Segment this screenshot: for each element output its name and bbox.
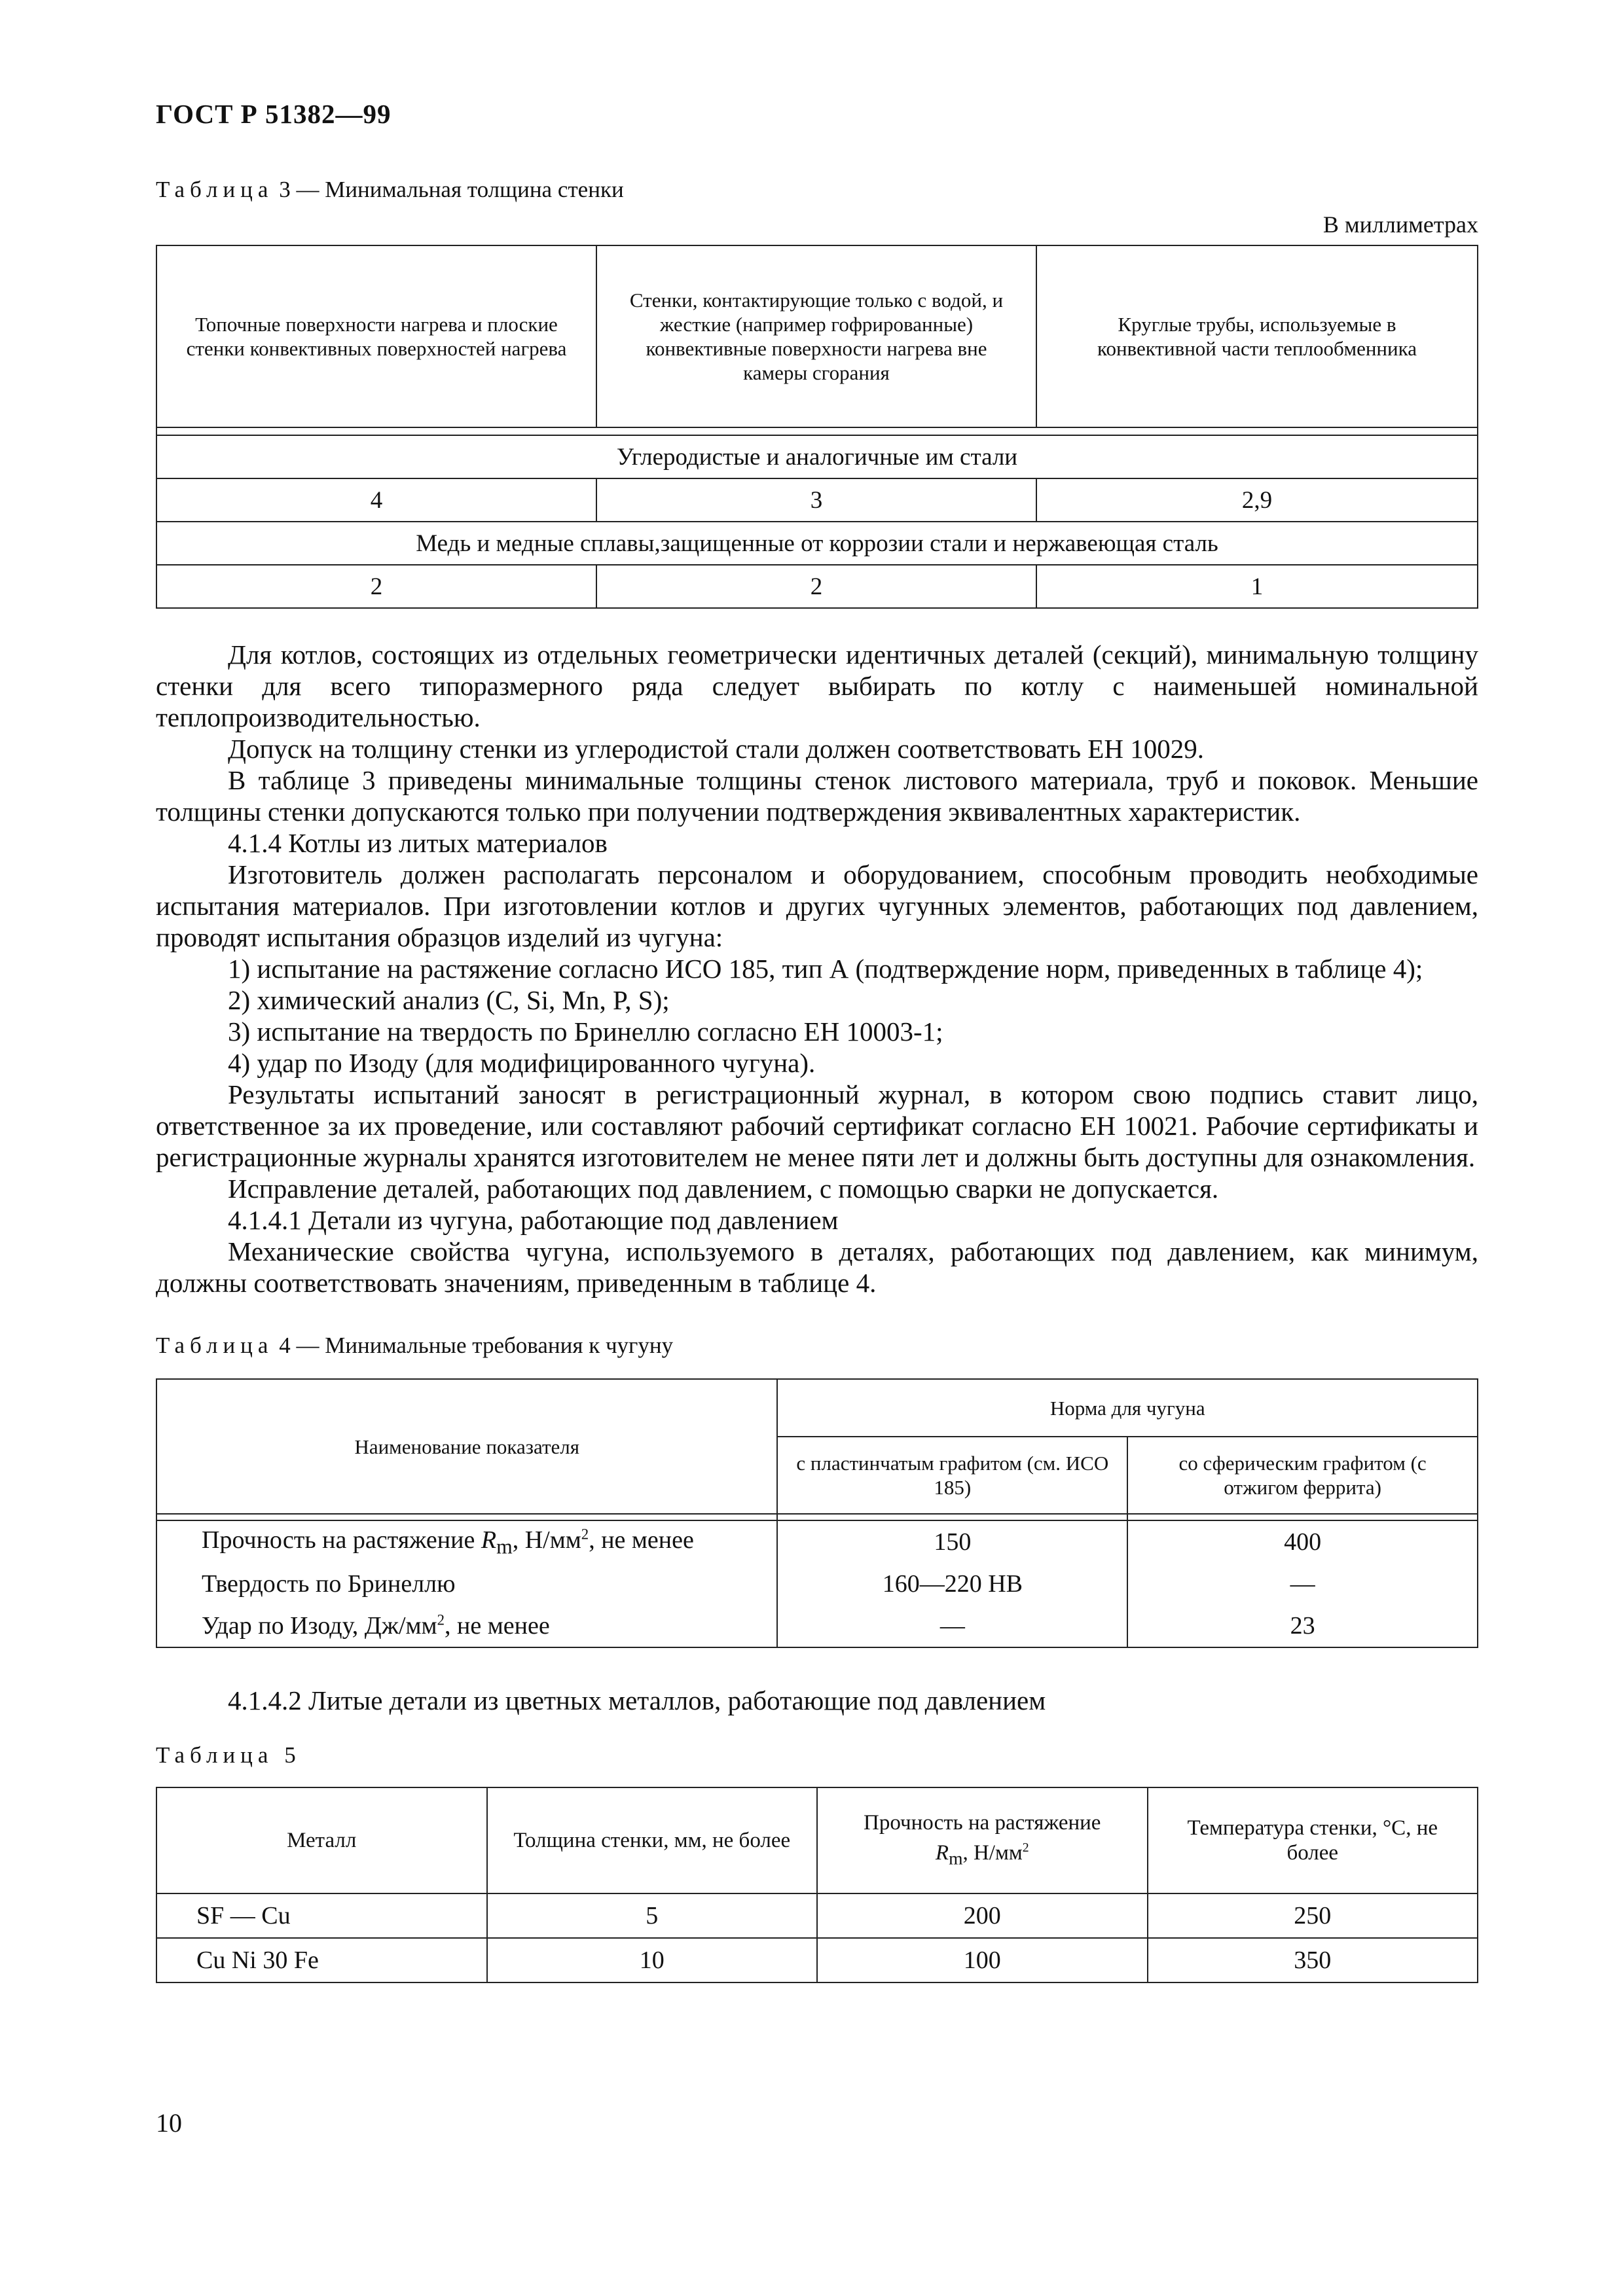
list-item: 3) испытание на твердость по Бринеллю согласно ЕН 10003-1; [228,1016,943,1047]
table4 [156,1378,1478,1648]
table-row [156,565,1478,608]
table4-header-norm: Норма для чугуна [777,1379,1478,1437]
table-cell: SF — Cu [156,1893,487,1938]
list-item: 1) испытание на растяжение согласно ИСО 185, тип А (подтверждение норм, приведенных в таблице 4); [228,954,1423,984]
table4-header-plate: с пластинчатым графитом (см. ИСО 185) [777,1437,1127,1514]
table-cell: Удар по Изоду, $Дж/мм^2$, не менее [156,1605,777,1647]
table5-caption: Таблица 5 [156,1742,301,1768]
table-cell: 2 [596,565,1036,608]
table3-header-cell: Стенки, контактирующие только с водой, и жесткие (например гофрированные) конвективные поверхности нагрева вне камеры сгорания [596,245,1036,427]
table-cell: 10 [487,1938,818,1982]
table5-header-thickness: Толщина стенки, мм, не более [487,1787,818,1893]
table3-header-cell: Топочные поверхности нагрева и плоские стенки конвективных поверхностей нагрева [156,245,596,427]
section-heading: 4.1.4.1 Детали из чугуна, работающие под давлением [228,1205,839,1235]
list-item: 2) химический анализ (C, Si, Mn, P, S); [228,985,670,1015]
table-row [156,1520,1478,1563]
table-row [156,1605,1478,1647]
table-cell: 150 [777,1520,1127,1563]
table4-header-name: Наименование показателя [156,1379,777,1514]
paragraph: Для котлов, состоящих из отдельных геометрически идентичных деталей (секций), минимальную толщину стенки для всего типоразмерного ряда следует выбирать по котлу с наименьшей номинальной теплопроизводительностью. [156,639,1478,732]
list-item: 4) удар по Изоду (для модифицированного чугуна). [228,1048,816,1078]
document-title: ГОСТ Р 51382—99 [156,99,392,129]
document-page [156,98,1478,1983]
table4-header-row [156,1379,1478,1437]
paragraph: Исправление деталей, работающих под давлением, с помощью сварки не допускается. [228,1174,1219,1204]
table-row [156,1938,1478,1982]
table-cell: 350 [1148,1938,1478,1982]
table4-header-sphere: со сферическим графитом (с отжигом феррита) [1127,1437,1478,1514]
table3-group-row [156,522,1478,565]
table-cell: 5 [487,1893,818,1938]
table5-header-strength: Прочность на растяжение $R_m$, $Н/мм^2$ [817,1787,1148,1893]
table-cell: 4 [156,478,596,522]
paragraph: В таблице 3 приведены минимальные толщины стенок листового материала, труб и поковок. Меньшие толщины стенки допускаются только при получении подтверждения эквивалентных характеристик. [156,765,1478,827]
table5-header-metal: Металл [156,1787,487,1893]
table3-caption: Таблица 3 — Минимальная толщина стенки [156,177,624,202]
table5-header-temperature: Температура стенки, °С, не более [1148,1787,1478,1893]
table-cell: 200 [817,1893,1148,1938]
table4-caption: Таблица 4 — Минимальные требования к чугуну [156,1333,674,1358]
table-cell: Прочность на растяжение $R_m$, $Н/мм^2$, не менее [156,1520,777,1563]
table-cell: 160—220 HB [777,1563,1127,1605]
table3-header-row [156,245,1478,427]
paragraph: Изготовитель должен располагать персоналом и оборудованием, способным проводить необходимые испытания материалов. При изготовлении котлов и других чугунных элементов, работающих под давлением, проводят испытания образцов изделий из чугуна: [156,859,1478,952]
table-cell: — [1127,1563,1478,1605]
table-cell: 2 [156,565,596,608]
table-cell: Cu Ni 30 Fe [156,1938,487,1982]
table3-double-rule [156,427,1478,435]
table-cell: 23 [1127,1605,1478,1647]
table3-group-row [156,435,1478,478]
table-cell: 100 [817,1938,1148,1982]
section-heading: 4.1.4.2 Литые детали из цветных металлов, работающие под давлением [228,1685,1046,1715]
table-row [156,1563,1478,1605]
table-cell: 1 [1036,565,1478,608]
table3-group-label: Углеродистые и аналогичные им стали [156,435,1478,478]
table-cell: 2,9 [1036,478,1478,522]
table-cell: — [777,1605,1127,1647]
table3-header-cell: Круглые трубы, используемые в конвективной части теплообменника [1036,245,1478,427]
table-cell: 250 [1148,1893,1478,1938]
table3 [156,245,1478,609]
page-number: 10 [156,2108,182,2138]
table3-units: В миллиметрах [1322,211,1478,238]
table5-header-row [156,1787,1478,1893]
table-row [156,478,1478,522]
table-cell: 3 [596,478,1036,522]
table4-double-rule [156,1514,1478,1520]
table-cell: Твердость по Бринеллю [156,1563,777,1605]
paragraph: Допуск на толщину стенки из углеродистой стали должен соответствовать ЕН 10029. [228,734,1204,764]
table5 [156,1787,1478,1983]
body-text [156,639,1478,1299]
paragraph: Механические свойства чугуна, используемого в деталях, работающих под давлением, как минимум, должны соответствовать значениям, приведенным в таблице 4. [156,1236,1478,1298]
table-row [156,1893,1478,1938]
section-heading: 4.1.4 Котлы из литых материалов [228,828,608,858]
table-cell: 400 [1127,1520,1478,1563]
table3-group-label: Медь и медные сплавы,защищенные от коррозии стали и нержавеющая сталь [156,522,1478,565]
paragraph: Результаты испытаний заносят в регистрационный журнал, в котором свою подпись ставит лицо, ответственное за их проведение, или составляют рабочий сертификат согласно ЕН 10021. Рабочие сертификаты и регистрационные журналы хранятся изготовителем не менее пяти лет и должны быть доступны для ознакомления. [156,1079,1478,1172]
